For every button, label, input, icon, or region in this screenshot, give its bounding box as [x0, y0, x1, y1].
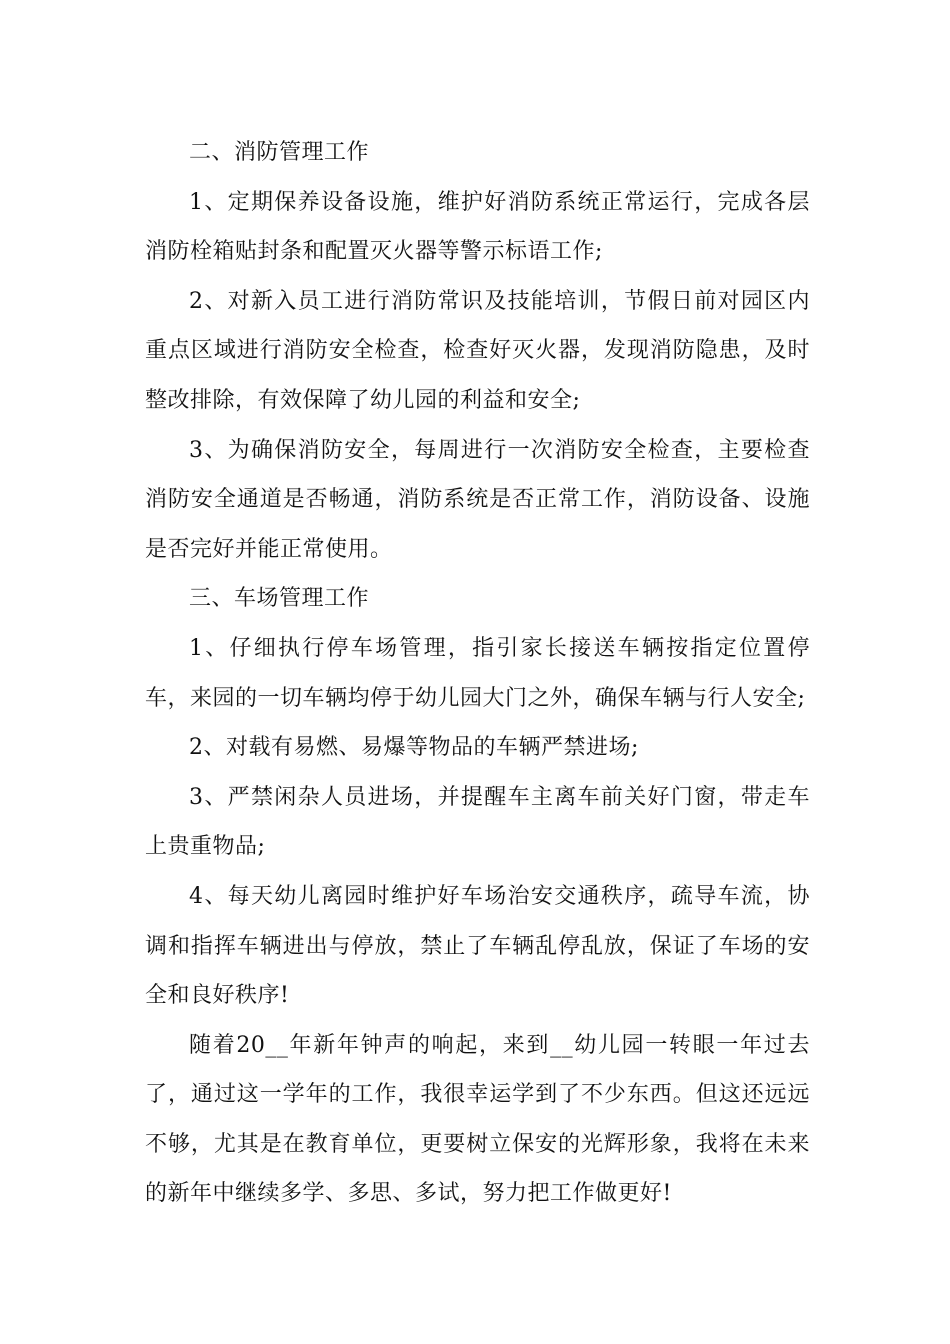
document-page: [145, 128, 810, 1219]
paragraph-parking-item-2: 2、对载有易燃、易爆等物品的车辆严禁进场;: [189, 735, 639, 761]
paragraph-fire-item-2: 2、对新入员工进行消防常识及技能培训，节假日前对园区内重点区域进行消防安全检查，检查好灭火器，发现消防隐患，及时整改排除，有效保障了幼儿园的利益和安全;: [145, 288, 810, 413]
paragraph-parking-item-3: 3、严禁闲杂人员进场，并提醒车主离车前关好门窗，带走车上贵重物品;: [145, 784, 810, 860]
paragraph-parking-item-1: 1、仔细执行停车场管理，指引家长接送车辆按指定位置停车，来园的一切车辆均停于幼儿园大门之外，确保车辆与行人安全;: [145, 635, 810, 711]
section-heading-parking: 三、车场管理工作: [189, 586, 370, 612]
paragraph-fire-item-3: 3、为确保消防安全，每周进行一次消防安全检查，主要检查消防安全通道是否畅通，消防系统是否正常工作，消防设备、设施是否完好并能正常使用。: [145, 437, 810, 562]
section-heading-fire-safety: 二、消防管理工作: [189, 140, 370, 165]
paragraph-parking-item-4: 4、每天幼儿离园时维护好车场治安交通秩序，疏导车流，协调和指挥车辆进出与停放，禁止了车辆乱停乱放，保证了车场的安全和良好秩序!: [145, 883, 810, 1009]
paragraph-closing: 随着20__年新年钟声的响起，来到__幼儿园一转眼一年过去了，通过这一学年的工作，我很幸运学到了不少东西。但这还远远不够，尤其是在教育单位，更要树立保安的光辉形象，我将在未来的新年中继续多学、多思、多试，努力把工作做更好!: [145, 1032, 810, 1207]
paragraph-fire-item-1: 1、定期保养设备设施，维护好消防系统正常运行，完成各层消防栓箱贴封条和配置灭火器等警示标语工作;: [145, 189, 810, 265]
